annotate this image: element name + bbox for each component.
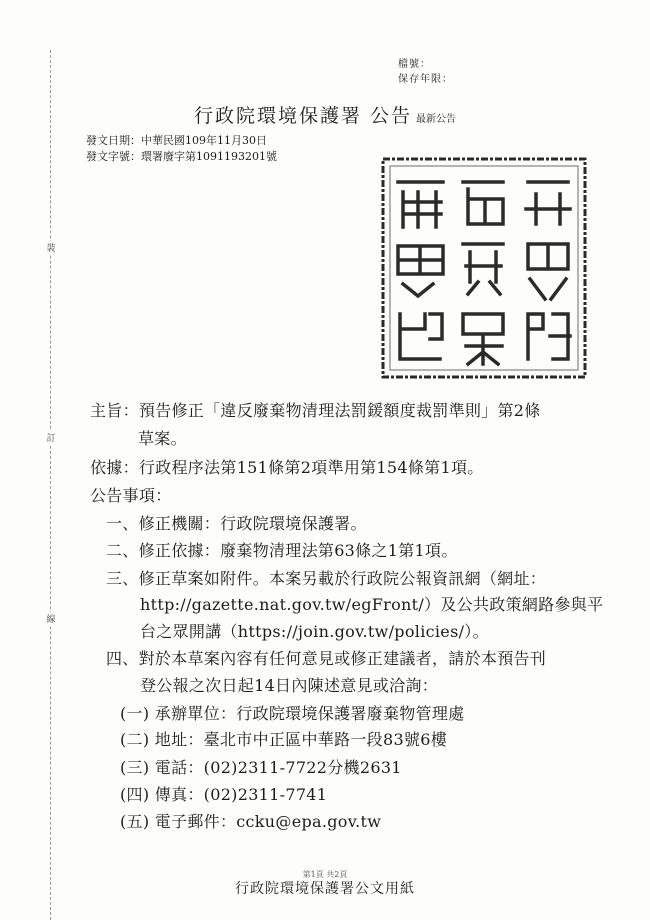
binding-line [50,50,51,920]
issue-date: 發文日期：中華民國109年11月30日 [86,134,267,147]
binding-mark-ding: 訂 [44,431,58,444]
binding-mark-zhuang: 裝 [44,241,58,254]
items-heading: 公告事項： [90,486,172,505]
document-header [0,101,650,128]
file-number-label: 檔號： [398,59,431,70]
latest-notice-tag: 最新公告 [416,114,457,125]
document-title: 行政院環境保護署 公告 [193,105,413,127]
contact-address: (二) 地址：臺北市中正區中華路一段83號6樓 [120,730,448,749]
subject-line-2: 草案。 [138,429,187,448]
issue-number: 發文字號：環署廢字第1091193201號 [86,150,277,163]
item-2: 二、修正依據：廢棄物清理法第63條之1第1項。 [106,541,458,560]
contact-email: (五) 電子郵件：ccku@epa.gov.tw [120,812,382,831]
basis-line: 依據：行政程序法第151條第2項準用第154條第1項。 [90,458,484,477]
item-3-line-2: http://gazette.nat.gov.tw/egFront/）及公共政策網路參與平 [140,595,604,614]
item-4-line-1: 四、對於本草案內容有任何意見或修正建議者，請於本預告刊 [106,649,547,668]
subject-line-1: 主旨：預告修正「違反廢棄物清理法罰鍰額度裁罰準則」第2條 [90,401,541,420]
contact-unit: (一) 承辦單位：行政院環境保護署廢棄物管理處 [120,704,465,723]
item-3-line-3: 台之眾開講（https://join.gov.tw/policies/）。 [140,622,489,641]
page-number: 第1頁 共2頁 [302,870,348,879]
paper-footer: 行政院環境保護署公文用紙 [235,881,415,897]
item-1: 一、修正機關：行政院環境保護署。 [106,514,367,533]
item-4-line-2: 登公報之次日起14日內陳述意見或洽詢： [140,676,439,695]
official-seal [378,154,590,382]
retention-label: 保存年限： [398,74,453,85]
item-3-line-1: 三、修正草案如附件。本案另載於行政院公報資訊網（網址： [106,569,547,588]
binding-mark-xian: 線 [44,612,58,625]
seal-graphic [378,154,590,382]
contact-phone: (三) 電話：(02)2311-7722分機2631 [120,758,402,777]
contact-fax: (四) 傳真：(02)2311-7741 [120,785,328,804]
